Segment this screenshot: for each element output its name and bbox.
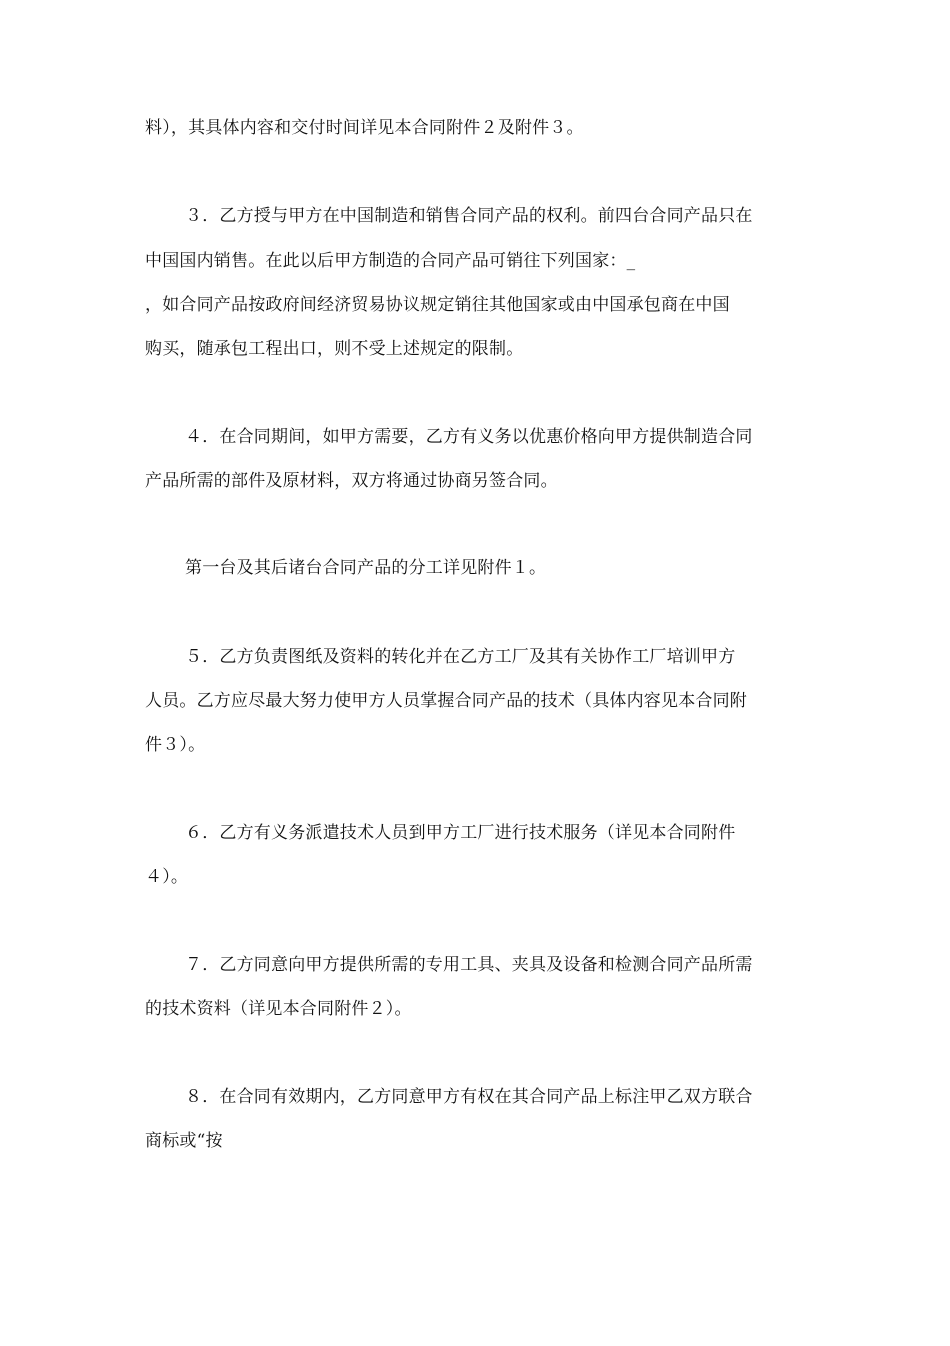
clause-7-line: ７．乙方同意向甲方提供所需的专用工具、夹具及设备和检测合同产品所需 <box>185 955 753 975</box>
clause-6-line: ６．乙方有义务派遣技术人员到甲方工厂进行技术服务（详见本合同附件 <box>185 823 736 843</box>
clause-5-line: ５．乙方负责图纸及资料的转化并在乙方工厂及其有关协作工厂培训甲方 <box>185 647 736 667</box>
clause-3-line: ３．乙方授与甲方在中国制造和销售合同产品的权利。前四台合同产品只在 <box>185 206 753 226</box>
text-line: 中国国内销售。在此以后甲方制造的合同产品可销往下列国家：_ <box>145 251 636 271</box>
clause-4-line: ４．在合同期间，如甲方需要，乙方有义务以优惠价格向甲方提供制造合同 <box>185 427 753 447</box>
text-line: 产品所需的部件及原材料，双方将通过协商另签合同。 <box>145 471 558 491</box>
text-line: 商标或“按 <box>145 1131 223 1151</box>
text-line: ４）。 <box>145 867 189 887</box>
clause-8-line: ８．在合同有效期内，乙方同意甲方有权在其合同产品上标注甲乙双方联合 <box>185 1087 753 1107</box>
text-line: 的技术资料（详见本合同附件２）。 <box>145 999 412 1019</box>
text-line: 料），其具体内容和交付时间详见本合同附件２及附件３。 <box>145 118 584 138</box>
text-line: 第一台及其后诸台合同产品的分工详见附件１。 <box>185 558 547 578</box>
text-line: 人员。乙方应尽最大努力使甲方人员掌握合同产品的技术（具体内容见本合同附 <box>145 691 747 711</box>
text-line: 购买，随承包工程出口，则不受上述规定的限制。 <box>145 339 524 359</box>
text-line: ，如合同产品按政府间经济贸易协议规定销往其他国家或由中国承包商在中国 <box>145 295 730 315</box>
text-line: 件３）。 <box>145 735 206 755</box>
